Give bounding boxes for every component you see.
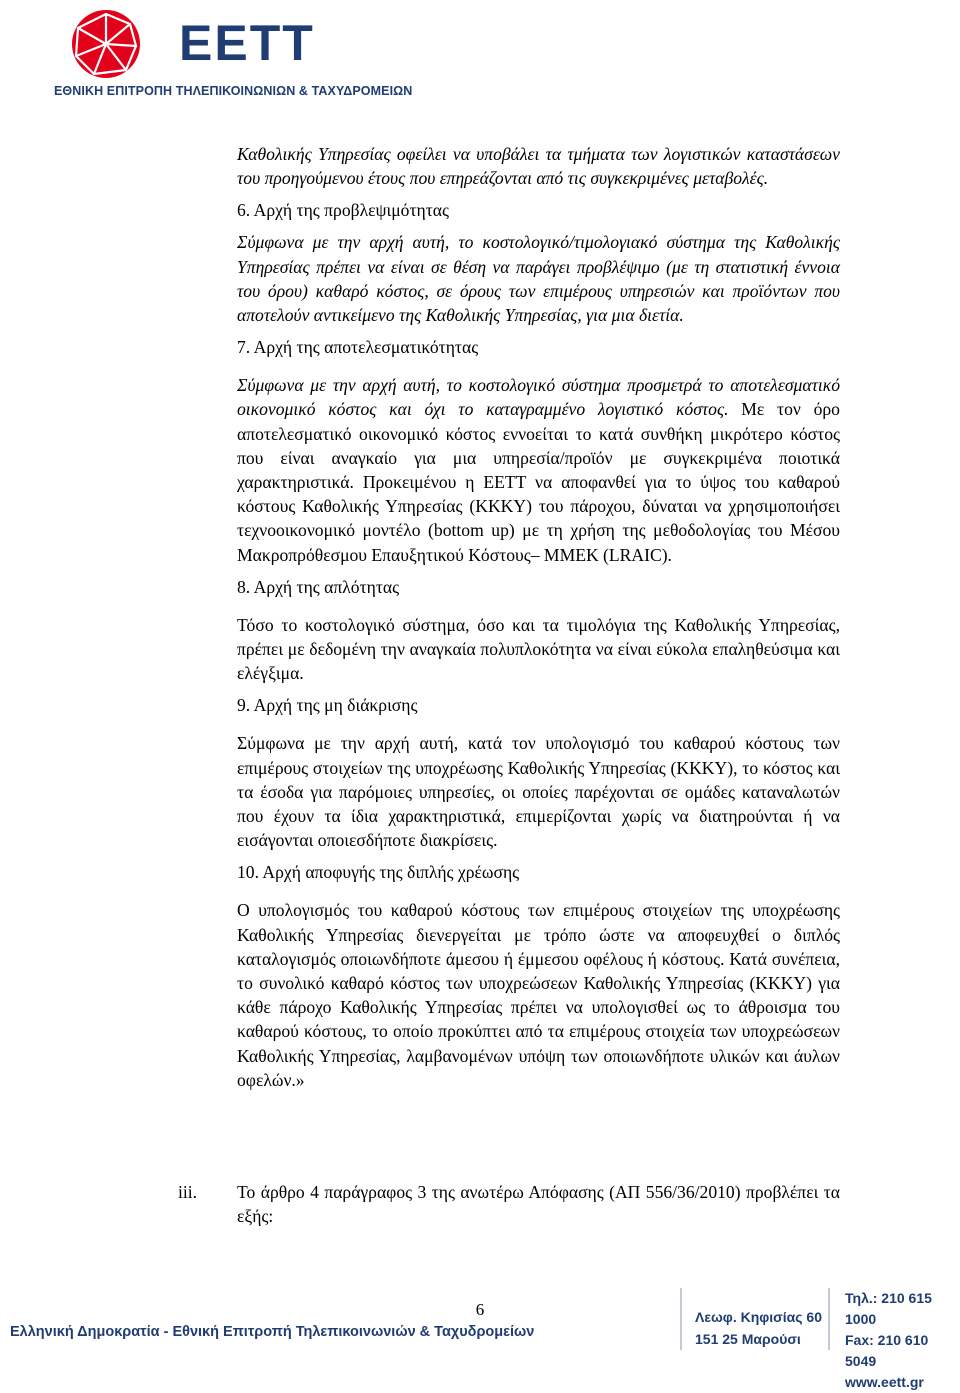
heading-8: 8. Αρχή της απλότητας [237, 576, 400, 597]
heading-10: 10. Αρχή αποφυγής της διπλής χρέωσης [237, 862, 520, 883]
paragraph-8: Τόσο το κοστολογικό σύστημα, όσο και τα τιμολόγια της Καθολικής Υπηρεσίας, πρέπει με δεδομένη την αναγκαία πολυπλοκότητα να είναι εύκολα επαληθεύσιμα και ελέγξιμα. [237, 614, 840, 684]
logo-emblem-icon [64, 6, 164, 84]
paragraph-7-part-c: Προκειμένου η ΕΕΤΤ να αποφανθεί για το ύψος του καθαρού κόστους Καθολικής Υπηρεσίας (ΚΚΚΥ) του πάροχου, δύναται να χρησιμοποιήσει τεχνοοικονομικό μοντέλο (bottom up) με τη χρήση της μεθοδολογίας του Μέσου Μακροπρόθεσμου Επαυξητικού Κόστους– ΜΜΕΚ (LRAIC). [237, 472, 840, 565]
contact-fax: Fax: 210 610 5049 [845, 1332, 929, 1369]
contact-phone: Τηλ.: 210 615 1000 [845, 1290, 932, 1327]
paragraph-9: Σύμφωνα με την αρχή αυτή, κατά τον υπολογισμό του καθαρού κόστους των επιμέρους στοιχείων της υποχρέωσης Καθολικής Υπηρεσίας (ΚΚΚΥ), το κόστος και τα έσοδα για παρόμοιες υπηρεσίες, οι οποίες παρέχονται σε ομάδες καταναλωτών που έχουν τα ίδια χαρακτηριστικά, επιμερίζονται χωρίς να διατηρούνται ή να εισάγονται οποιεσδήποτε διακρίσεις. [237, 733, 840, 851]
heading-9: 9. Αρχή της μη διάκρισης [237, 695, 418, 716]
eett-logo [54, 6, 413, 106]
intro-paragraph: Καθολικής Υπηρεσίας οφείλει να υποβάλει τα τμήματα των λογιστικών καταστάσεων του προηγούμενου έτους που επηρεάζονται από τις συγκεκριμένες μεταβολές. [237, 144, 840, 189]
page-number: 6 [475, 1300, 485, 1319]
paragraph-10: Ο υπολογισμός του καθαρού κόστους των επιμέρους στοιχείων της υποχρέωσης Καθολικής Υπηρεσίας διενεργείται με τρόπο ώστε να αποφευχθεί ο διπλός καταλογισμός οποιωνδήποτε άμεσου ή έμμεσου οφέλους ή κόστους. Κατά συνέπεια, το συνολικό καθαρό κόστος των υποχρεώσεων Καθολικής Υπηρεσίας (ΚΚΚΥ) για κάθε πάροχο Καθολικής Υπηρεσίας πρέπει να υπολογισθεί ως το άθροισμα του καθαρού κόστους, το οποίο προκύπτει από τα επιμέρους στοιχεία των υποχρεώσεων Καθολικής Υπηρεσίας, λαμβανομένων υπόψη των οποιωνδήποτε υλικών και άυλων οφελών.» [237, 900, 840, 1090]
document-body [237, 142, 840, 1092]
paragraph-7 [237, 373, 840, 567]
footer-divider [828, 1288, 830, 1350]
contact-website[interactable]: www.eett.gr [845, 1374, 924, 1390]
heading-6: 6. Αρχή της προβλεψιμότητας [237, 200, 449, 221]
footer-divider [680, 1288, 682, 1350]
paragraph-7-part-b: Με τον όρο αποτελεσματικό οικονομικό κόστος εννοείται το κατά συνθήκη μικρότερο κόστος που είναι αναγκαίο για μια υπηρεσία/προϊόν με συγκεκριμένα ποιοτικά χαρακτηριστικά. [237, 399, 840, 493]
logo-wordmark: ΕΕΤΤ [179, 15, 315, 71]
address-street: Λεωφ. Κηφισίας 60 [695, 1309, 822, 1325]
address-city: 151 25 Μαρούσι [695, 1331, 801, 1347]
footer-organization: Ελληνική Δημοκρατία - Εθνική Επιτροπή Τηλεπικοινωνιών & Ταχυδρομείων [10, 1324, 535, 1340]
list-item-text: Το άρθρο 4 παράγραφος 3 της ανωτέρω Απόφασης (ΑΠ 556/36/2010) προβλέπει τα εξής: [237, 1182, 840, 1226]
paragraph-7-part-a: Σύμφωνα με την αρχή αυτή, το κοστολογικό σύστημα προσμετρά το αποτελεσματικό οικονομικό κόστος και όχι το καταγραμμένο λογιστικό κόστος. [237, 375, 840, 420]
heading-7: 7. Αρχή της αποτελεσματικότητας [237, 337, 479, 358]
footer-address [695, 1306, 822, 1350]
paragraph-6: Σύμφωνα με την αρχή αυτή, το κοστολογικό/τιμολογιακό σύστημα της Καθολικής Υπηρεσίας πρέπει να είναι σε θέση να παράγει προβλέψιμο (με τη στατιστική έννοια του όρου) καθαρό κόστος, σε όρους των επιμέρους υπηρεσιών και προϊόντων που αποτελούν αντικείμενο της Καθολικής Υπηρεσίας, για μια διετία. [237, 232, 840, 326]
logo-subtitle: ΕΘΝΙΚΗ ΕΠΙΤΡΟΠΗ ΤΗΛΕΠΙΚΟΙΝΩΝΙΩΝ & ΤΑΧΥΔΡΟΜΕΙΩΝ [54, 84, 413, 98]
list-item-number: iii. [178, 1182, 198, 1202]
footer-contact [845, 1288, 960, 1393]
